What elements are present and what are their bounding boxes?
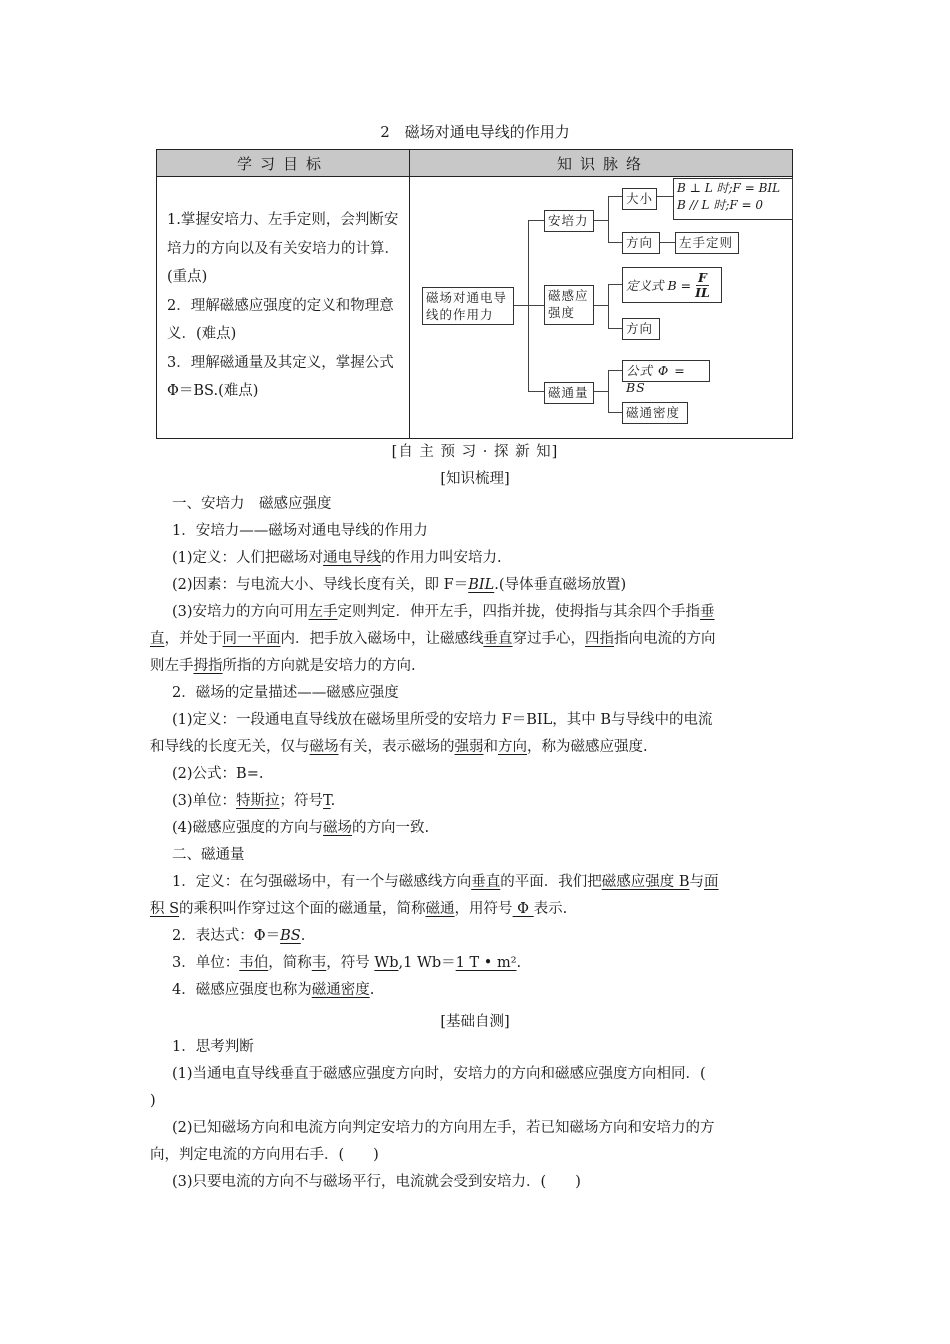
text-line: 积 S的乘积叫作穿过这个面的磁通量，简称磁通，用符号 Φ 表示. [150,901,568,917]
table-header-row [157,150,792,177]
text-line: (1)定义：一段通电直导线放在磁场里所受的安培力 F＝BIL，其中 B与导线中的电流 [172,712,713,728]
map-node-magnetic-flux: 磁通量 [544,382,594,404]
text-line: 2．磁场的定量描述——磁感应强度 [172,685,399,701]
test-heading: 1．思考判断 [172,1039,254,1055]
connector [660,242,675,243]
connector [608,328,622,329]
connector [528,305,544,306]
text-line: (2)公式：B=. [172,766,264,782]
text-line: (3)安培力的方向可用左手定则判定．伸开左手，四指并拢，使拇指与其余四个手指垂 [172,604,715,620]
connector [594,391,608,392]
connector [528,220,544,221]
header-knowledge-map: 知识脉络 [557,155,650,173]
text-line: 直，并处于同一平面内．把手放入磁场中，让磁感线垂直穿过手心，四指指向电流的方向 [150,631,716,647]
text-line: 1．安培力——磁场对通电导线的作用力 [172,523,428,539]
map-node-magnitude: 大小 [622,188,657,210]
test-item: (2)已知磁场方向和电流方向判定安培力的方向用左手，若已知磁场方向和安培力的方 [172,1120,715,1136]
objectives-table [156,149,793,439]
test-item-cont: 向，判定电流的方向用右手．( ) [150,1147,379,1163]
map-node-direction: 方向 [622,232,660,254]
connector [608,412,622,413]
map-node-flux-formula: 公式 Φ = BS [622,360,710,382]
connector [594,305,608,306]
learning-goals [167,206,403,406]
map-node-magnitude-formulas [673,178,793,220]
text-line: (3)单位：特斯拉；符号T. [172,793,336,809]
map-node-left-hand-rule: 左手定则 [675,232,739,254]
connector [608,196,622,197]
text-line: 和导线的长度无关，仅与磁场有关，表示磁场的强弱和方向，称为磁感应强度. [150,739,648,755]
connector [608,196,609,242]
formula-parallel: B // L 时;F = 0 [677,198,764,212]
text-line: 4．磁感应强度也称为磁通密度. [172,982,375,998]
text-line: 3．单位：韦伯，简称韦，符号 Wb,1 Wb＝1 T • m². [172,955,522,971]
connector [657,196,673,197]
test-item-answer: ) [150,1093,156,1109]
connector [608,284,609,328]
formula-perpendicular: B ⊥ L 时;F = BIL [677,181,781,195]
connector [608,370,622,371]
connector [608,242,622,243]
text-line: (4)磁感应强度的方向与磁场的方向一致. [172,820,430,836]
heading-ampere-force: 一、安培力 磁感应强度 [172,496,332,512]
text-line: (2)因素：与电流大小、导线长度有关，即 F＝BIL.(导体垂直磁场放置) [172,577,627,593]
definition-label: 定义式 B = [626,277,692,293]
connector [514,305,528,306]
connector [608,370,609,412]
map-node-magnetic-induction: 磁感应强度 [544,285,594,325]
column-divider [409,150,410,438]
connector [528,391,544,392]
goal-item: 2．理解磁感应强度的定义和物理意义．(难点) [167,297,394,342]
text-line: 则左手拇指所指的方向就是安培力的方向. [150,658,416,674]
heading-magnetic-flux: 二、磁通量 [172,847,245,863]
connector [594,220,608,221]
map-root-node: 磁场对通电导线的作用力 [422,287,514,325]
page-title: 2 磁场对通电导线的作用力 [380,123,570,141]
text-line: 2．表达式：Φ＝BS. [172,928,306,944]
map-node-direction-b: 方向 [622,318,660,340]
test-item: (3)只要电流的方向不与磁场平行，电流就会受到安培力．( ) [172,1174,581,1190]
subheading-self-test: [基础自测] [440,1014,510,1030]
map-node-ampere-force: 安培力 [544,210,594,232]
fraction-numerator: F [697,269,707,285]
connector [608,284,622,285]
subheading-knowledge: [知识梳理] [440,471,510,487]
header-learning-goals: 学习目标 [237,155,330,173]
test-item: (1)当通电直导线垂直于磁感应强度方向时，安培力的方向和磁感应强度方向相同．( [172,1066,706,1082]
goal-item: 3．理解磁通量及其定义，掌握公式 Φ＝BS.(难点) [167,354,394,399]
section-heading: [自 主 预 习 · 探 新 知] [391,444,559,460]
fraction-denominator: IL [695,284,710,300]
text-line: 1．定义：在匀强磁场中，有一个与磁感线方向垂直的平面．我们把磁感应强度 B与面 [172,874,719,890]
goal-item: 1.掌握安培力、左手定则，会判断安培力的方向以及有关安培力的计算．(重点) [167,212,399,285]
map-node-flux-density: 磁通密度 [622,402,688,424]
map-node-definition [622,267,722,303]
definition-fraction [695,271,710,300]
text-line: (1)定义：人们把磁场对通电导线的作用力叫安培力. [172,550,502,566]
